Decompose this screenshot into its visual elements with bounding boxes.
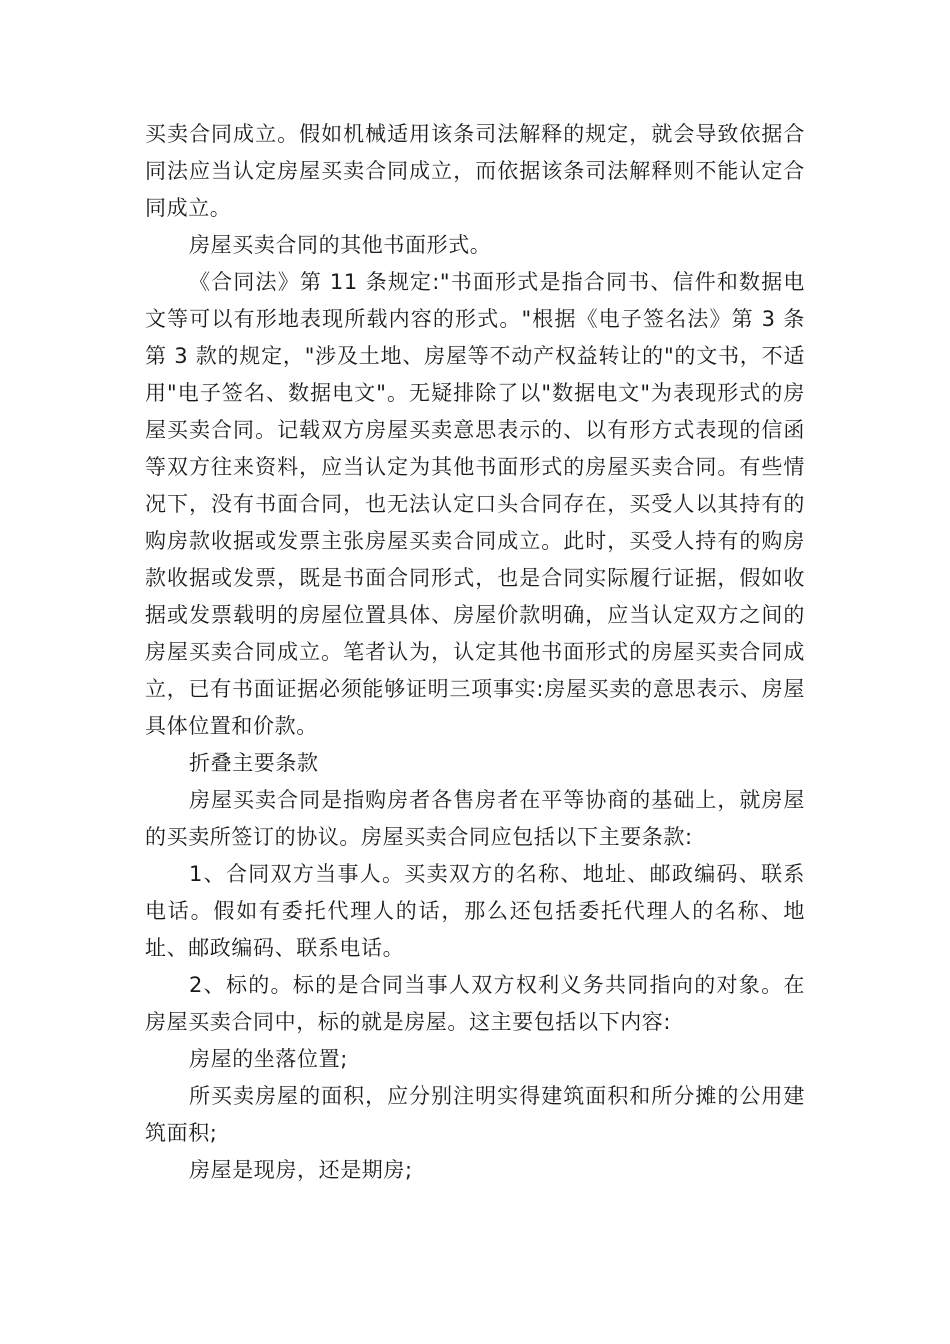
section-heading-main-clauses: 折叠主要条款: [189, 751, 319, 775]
paragraph-3: 《合同法》第 11 条规定:"书面形式是指合同书、信件和数据电文等可以有形地表现所载内容的形式。"根据《电子签名法》第 3 条第 3 款的规定，"涉及土地、房屋等不动产权益转让的"的文书，不适用"电子签名、数据电文"。无疑排除了以"数据电文"为表现形式的房屋买卖合同。记载双方房屋买卖意思表示的、以有形方式表现的信函等双方往来资料，应当认定为其他书面形式的房屋买卖合同。有些情况下，没有书面合同，也无法认定口头合同存在，买受人以其持有的购房款收据或发票主张房屋买卖合同成立。此时，买受人持有的购房款收据或发票，既是书面合同形式，也是合同实际履行证据，假如收据或发票载明的房屋位置具体、房屋价款明确，应当认定双方之间的房屋买卖合同成立。笔者认为，认定其他书面形式的房屋买卖合同成立，已有书面证据必须能够证明三项事实:房屋买卖的意思表示、房屋具体位置和价款。: [145, 270, 805, 738]
item-housing-status: 房屋是现房，还是期房;: [189, 1158, 413, 1182]
item-area: 所买卖房屋的面积，应分别注明实得建筑面积和所分摊的公用建筑面积;: [145, 1084, 805, 1145]
clause-2-subject: 2、标的。标的是合同当事人双方权利义务共同指向的对象。在房屋买卖合同中，标的就是房屋。这主要包括以下内容:: [145, 973, 805, 1034]
item-location: 房屋的坐落位置;: [189, 1047, 348, 1071]
clause-1-parties: 1、合同双方当事人。买卖双方的名称、地址、邮政编码、联系电话。假如有委托代理人的话，那么还包括委托代理人的名称、地址、邮政编码、联系电话。: [145, 862, 805, 960]
document-body: [145, 116, 805, 1189]
paragraph-2: 房屋买卖合同的其他书面形式。: [189, 233, 492, 257]
paragraph-1: 买卖合同成立。假如机械适用该条司法解释的规定，就会导致依据合同法应当认定房屋买卖合同成立，而依据该条司法解释则不能认定合同成立。: [145, 122, 805, 220]
paragraph-5: 房屋买卖合同是指购房者各售房者在平等协商的基础上，就房屋的买卖所签订的协议。房屋买卖合同应包括以下主要条款:: [145, 788, 805, 849]
